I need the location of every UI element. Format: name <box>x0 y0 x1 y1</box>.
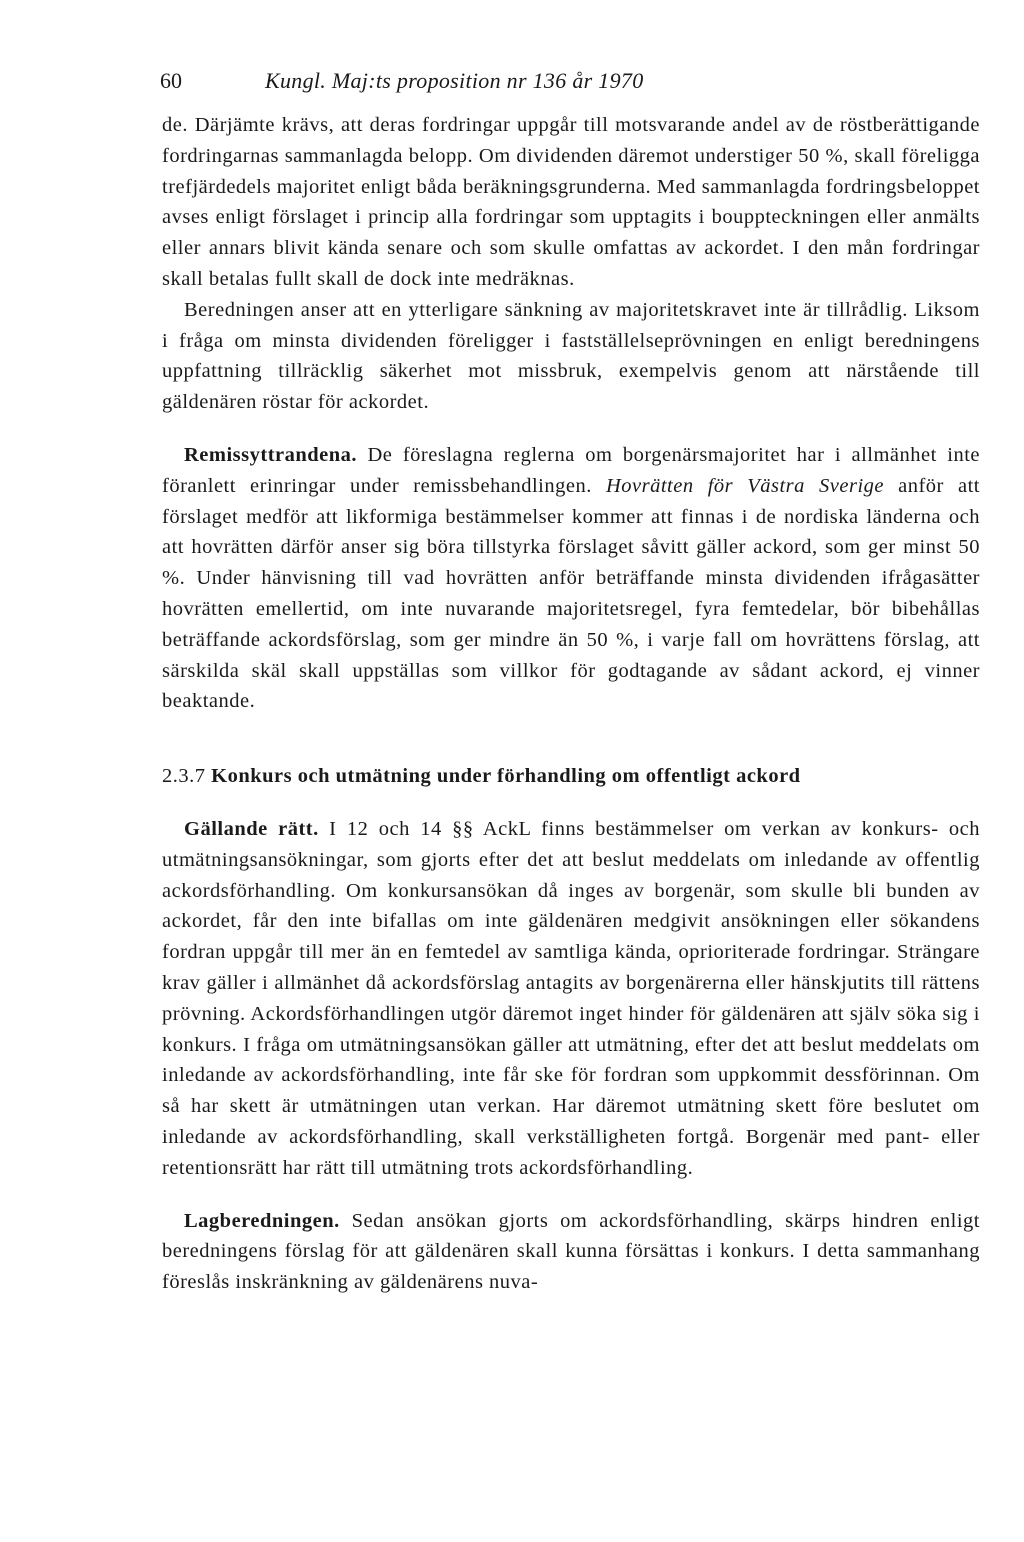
paragraph-text: De föreslagna reglerna om borgenärsmajoritet har i allmänhet inte föranlett erinringar under remissbehandlingen. <box>162 443 980 497</box>
running-title: Kungl. Maj:ts proposition nr 136 år 1970 <box>265 68 644 93</box>
paragraph-gallande-ratt <box>162 814 980 1184</box>
paragraph: de. Därjämte krävs, att deras fordringar uppgår till motsvarande andel av de röstberättigande fordringarnas sammanlagda belopp. Om dividenden däremot understiger 50 %, skall föreligga trefjärdedels majoritet enligt båda beräkningsgrunderna. Med sammanlagda fordringsbeloppet avses enligt förslaget i princip alla fordringar som upptagits i bouppteckningen eller anmälts eller annars blivit kända senare och som skulle omfattas av ackordet. I den mån fordringar skall betalas fullt skall de dock inte medräknas. <box>162 114 980 290</box>
section-title: Konkurs och utmätning under förhandling om offentligt ackord <box>211 765 801 788</box>
paragraph-lead: Lagberedningen. <box>184 1209 340 1232</box>
body-text <box>162 110 980 1298</box>
page-number: 60 <box>160 68 182 93</box>
paragraph-remissyttrandena <box>162 440 980 717</box>
paragraph-text: anför att förslaget medför att likformiga bestämmelser kommer att finnas i de nordiska länderna och att hovrätten därför anser sig böra tillstyrka förslaget såvitt gäller ackord, som ger minst 50 %. Under hänvisning till vad hovrätten anför beträffande minsta dividenden ifrågasätter hovrätten emellertid, om inte nuvarande majoritetsregel, fyra femtedelar, bör bibehållas beträffande ackordsförslag, som ger mindre än 50 %, i varje fall om hovrättens förslag, att särskilda skäl skall uppställas som villkor för godtagande av sådant ackord, ej vinner beaktande. <box>162 474 980 713</box>
section-heading <box>162 761 980 792</box>
paragraph-text: Sedan ansökan gjorts om ackordsförhandling, skärps hindren enligt beredningens förslag för att gäldenären skall kunna försättas i konkurs. I detta sammanhang föreslås inskränkning av gäldenärens nuva- <box>162 1209 980 1294</box>
paragraph-lagberedningen <box>162 1206 980 1298</box>
paragraph-text: I 12 och 14 §§ AckL finns bestämmelser om verkan av konkurs- och utmätningsansökningar, som gjorts efter det att beslut meddelats om inledande av offentlig ackordsförhandling. Om konkursansökan då inges av borgenär, som skulle bli bunden av ackordet, får den inte bifallas om inte gäldenären medgivit ansökningen eller sökandens fordran uppgår till mer än en femtedel av samtliga kända, oprioriterade fordringar. Strängare krav gäller i allmänhet då ackordsförslag antagits av borgenärerna eller hänskjutits till rättens prövning. Ackordsförhandlingen utgör däremot inget hinder för gäldenären att själv söka sig i konkurs. I fråga om utmätningsansökan gäller att utmätning, efter det att beslut meddelats om inledande av ackordsförhandling, inte får ske för fordran som uppkommit dessförinnan. Om så har skett är utmätningen utan verkan. Har däremot utmätning skett före beslutet om inledande av ackordsförhandling, skall verkställigheten fortgå. Borgenär med pant- eller retentionsrätt har rätt till utmätning trots ackordsförhandling. <box>162 817 981 1179</box>
paragraph-lead: Gällande rätt. <box>184 817 319 840</box>
italic-court-name: Hovrätten för Västra Sverige <box>605 474 884 497</box>
section-number: 2.3.7 <box>162 765 206 788</box>
paragraph: Beredningen anser att en ytterligare sänkning av majoritetskravet inte är tillrådlig. Liksom i fråga om minsta dividenden föreligger i fastställelseprövningen en enligt beredningens uppfattning tillräcklig säkerhet mot missbruk, exempelvis genom att närstående till gäldenären röstar för ackordet. <box>162 298 980 414</box>
paragraph-lead: Remissyttrandena. <box>184 443 358 466</box>
